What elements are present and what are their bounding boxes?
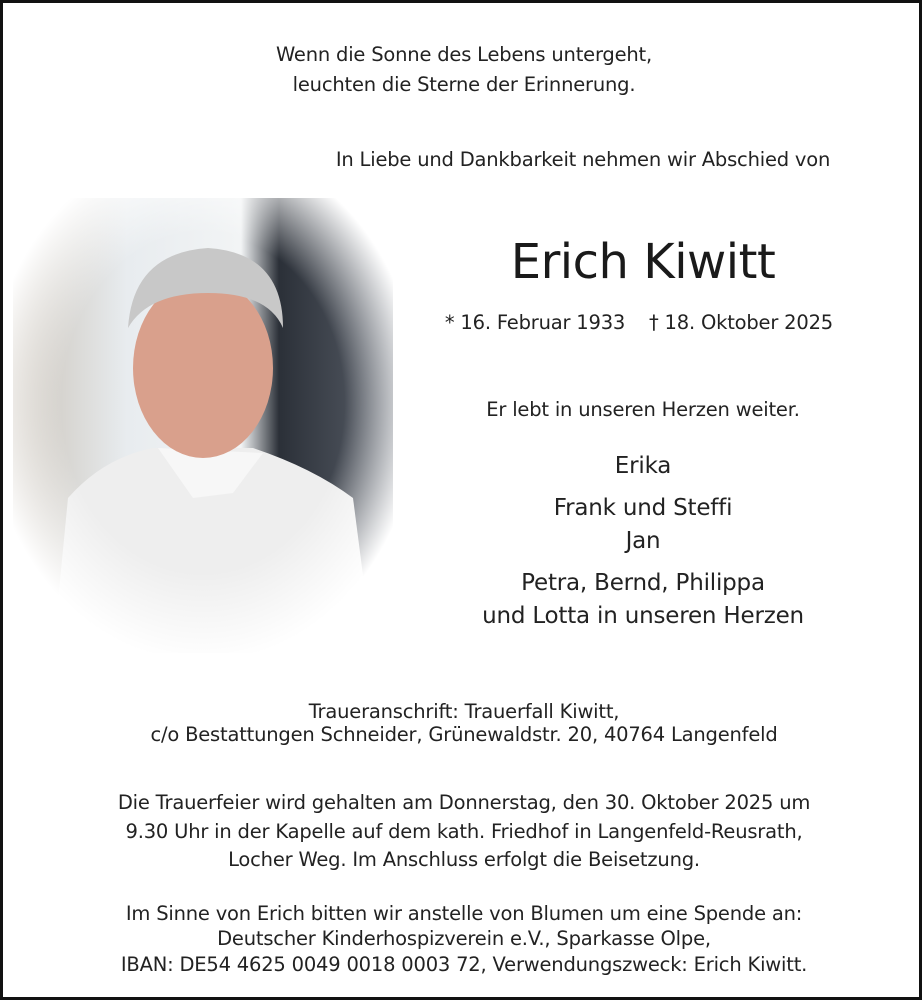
address-line: Traueranschrift: Trauerfall Kiwitt, (308, 700, 620, 723)
portrait-photo (13, 198, 393, 653)
verse-line-1: Wenn die Sonne des Lebens untergeht, (275, 43, 653, 66)
address-line: c/o Bestattungen Schneider, Grünewaldstr. 20, 40764 Langenfeld (150, 723, 778, 746)
family-member: Petra, Bernd, Philippa (521, 570, 765, 596)
donation-line: IBAN: DE54 4625 0049 0018 0003 72, Verwendungszweck: Erich Kiwitt. (120, 953, 808, 976)
family-member: Frank und Steffi (553, 495, 733, 521)
donation-line: Deutscher Kinderhospizverein e.V., Sparkasse Olpe, (217, 927, 711, 950)
birth-date: * 16. Februar 1933 (444, 311, 626, 334)
intro-text: In Liebe und Dankbarkeit nehmen wir Abschied von (335, 148, 831, 171)
ceremony-line: Die Trauerfeier wird gehalten am Donnerstag, den 30. Oktober 2025 um (117, 791, 811, 814)
verse-line-2: leuchten die Sterne der Erinnerung. (292, 73, 636, 96)
death-date: † 18. Oktober 2025 (649, 311, 833, 334)
ceremony-line: 9.30 Uhr in der Kapelle auf dem kath. Friedhof in Langenfeld-Reusrath, (125, 820, 803, 843)
family-member: und Lotta in unseren Herzen (482, 603, 804, 629)
donation-line: Im Sinne von Erich bitten wir anstelle von Blumen um eine Spende an: (125, 902, 803, 925)
family-member: Erika (614, 453, 672, 479)
family-member: Jan (625, 528, 661, 554)
motto: Er lebt in unseren Herzen weiter. (486, 398, 800, 421)
ceremony-line: Locher Weg. Im Anschluss erfolgt die Beisetzung. (228, 848, 700, 871)
deceased-name: Erich Kiwitt (510, 234, 776, 290)
